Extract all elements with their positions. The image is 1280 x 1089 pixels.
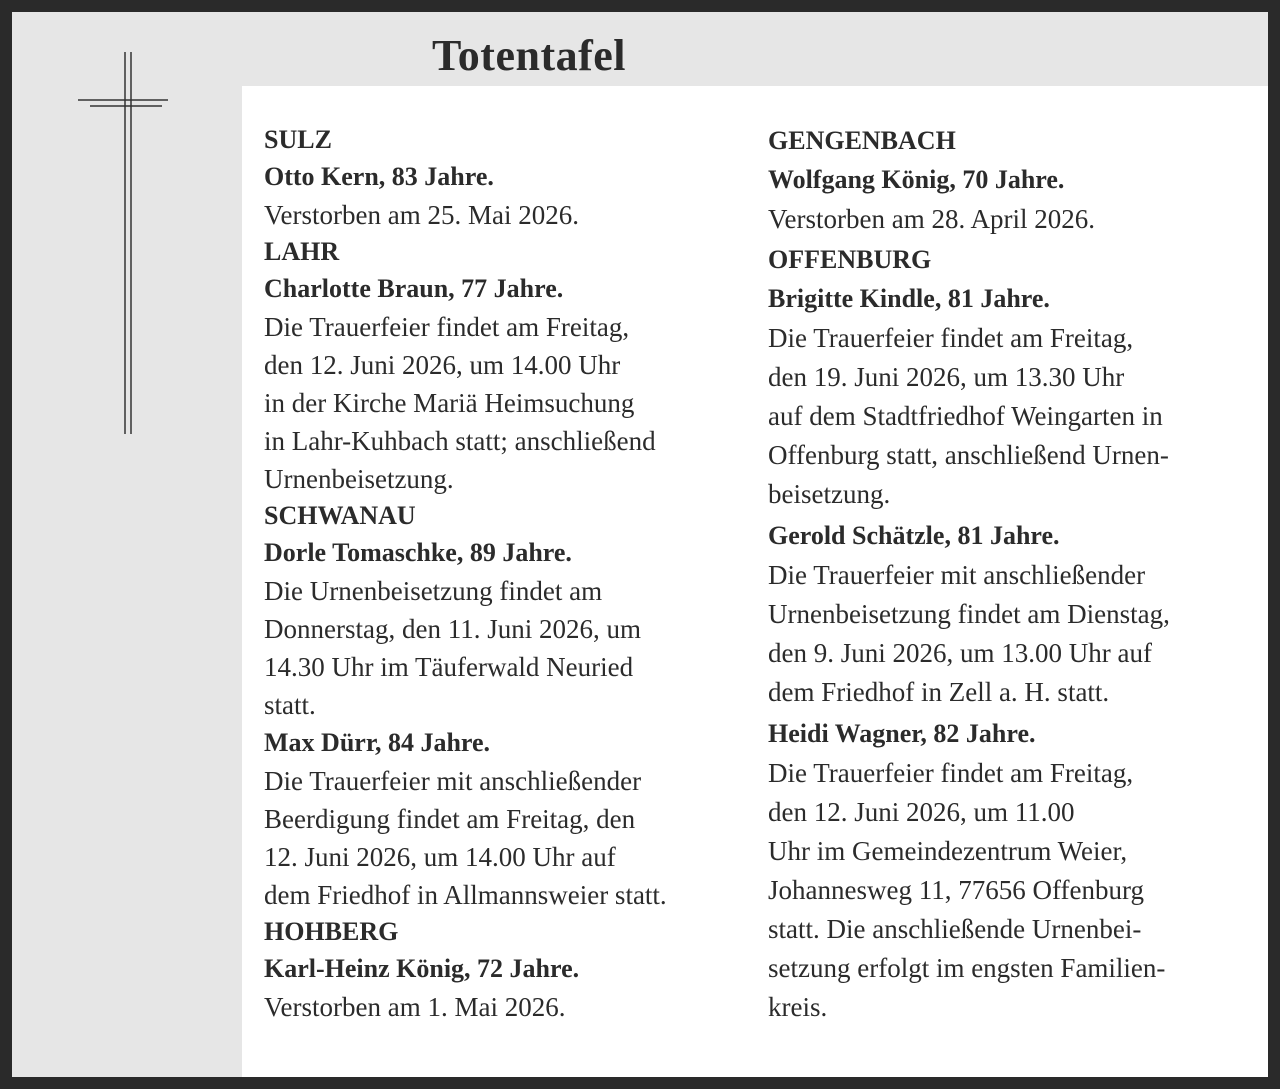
obituary-entry (768, 241, 1248, 514)
obituary-entry (768, 516, 1248, 712)
cross-icon (76, 42, 176, 434)
obituary-text: Verstorben am 28. April 2026. (768, 204, 1095, 234)
deceased-name: Max Dürr, 84 Jahre. (264, 728, 491, 757)
obituary-entry (768, 122, 1248, 239)
obituary-entry (264, 122, 744, 234)
obituary-text: Die Trauerfeier findet am Freitag, den 12. Juni 2026, um 14.00 Uhr in der Kirche Mariä Heimsuchung in Lahr-Kuhbach statt; anschließend Urnenbeisetzung. (264, 312, 656, 494)
obituary-content (242, 86, 1268, 1077)
deceased-name: Otto Kern, 83 Jahre. (264, 162, 494, 191)
obituary-entry (264, 234, 744, 498)
obituary-text: Die Trauerfeier findet am Freitag, den 12. Juni 2026, um 11.00 Uhr im Gemeindezentrum Weier, Johannesweg 11, 77656 Offenburg statt. Die anschließende Urnenbei- setzung erfolgt im engsten Familien- kreis. (768, 758, 1166, 1022)
right-column (768, 122, 1248, 1029)
obituary-entry (768, 714, 1248, 1027)
deceased-name: Dorle Tomaschke, 89 Jahre. (264, 538, 572, 567)
page-title: Totentafel (432, 31, 627, 80)
town-heading: HOHBERG (264, 917, 399, 946)
deceased-name: Wolfgang König, 70 Jahre. (768, 165, 1065, 194)
town-heading: LAHR (264, 237, 340, 266)
obituary-text: Verstorben am 1. Mai 2026. (264, 992, 566, 1022)
left-column (264, 122, 744, 1026)
deceased-name: Karl-Heinz König, 72 Jahre. (264, 954, 580, 983)
obituary-text: Verstorben am 25. Mai 2026. (264, 200, 579, 230)
obituary-text: Die Trauerfeier mit anschließender Beerdigung findet am Freitag, den 12. Juni 2026, um 14.00 Uhr auf dem Friedhof in Allmannsweier statt. (264, 766, 667, 910)
town-heading: SCHWANAU (264, 501, 416, 530)
town-heading: GENGENBACH (768, 126, 956, 155)
town-heading: SULZ (264, 125, 332, 154)
obituary-entry (264, 724, 744, 914)
obituary-entry (264, 914, 744, 1026)
deceased-name: Heidi Wagner, 82 Jahre. (768, 719, 1036, 748)
header-band (12, 12, 1268, 86)
obituary-text: Die Trauerfeier findet am Freitag, den 19. Juni 2026, um 13.30 Uhr auf dem Stadtfriedhof Weingarten in Offenburg statt, anschließend Urnen- beisetzung. (768, 323, 1169, 509)
town-heading: OFFENBURG (768, 245, 932, 274)
obituary-text: Die Trauerfeier mit anschließender Urnenbeisetzung findet am Dienstag, den 9. Juni 2026, um 13.00 Uhr auf dem Friedhof in Zell a. H. statt. (768, 560, 1170, 707)
deceased-name: Gerold Schätzle, 81 Jahre. (768, 521, 1060, 550)
obituary-text: Die Urnenbeisetzung findet am Donnerstag, den 11. Juni 2026, um 14.30 Uhr im Täuferwald Neuried statt. (264, 576, 641, 720)
obituary-entry (264, 498, 744, 724)
deceased-name: Charlotte Braun, 77 Jahre. (264, 274, 564, 303)
deceased-name: Brigitte Kindle, 81 Jahre. (768, 284, 1050, 313)
